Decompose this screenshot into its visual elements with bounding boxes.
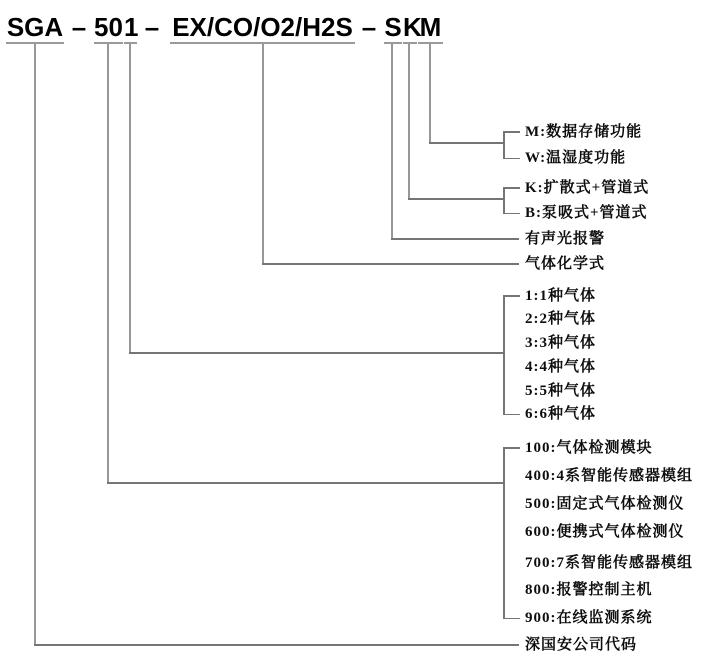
label-sampling-k: K:扩散式+管道式 xyxy=(525,180,650,196)
bracket-sampling xyxy=(503,187,505,214)
label-series-700: 700:7系智能传感器模组 xyxy=(525,555,693,571)
label-feature-w: W:温湿度功能 xyxy=(525,150,627,166)
bracket-sampling-tick-top xyxy=(503,187,520,189)
drop-line-gas-count xyxy=(129,44,131,353)
label-gas-count-5: 5:5种气体 xyxy=(525,383,596,399)
label-series-500: 500:固定式气体检测仪 xyxy=(525,496,685,512)
drop-line-series xyxy=(107,44,109,484)
drop-line-alarm xyxy=(391,44,393,239)
elbow-sampling xyxy=(408,198,504,200)
bracket-series-tick-bottom xyxy=(503,618,520,620)
elbow-alarm xyxy=(391,238,519,240)
bracket-series-tick-top xyxy=(503,447,520,449)
code-segment-company: SGA xyxy=(6,12,64,42)
code-separator: – xyxy=(144,12,160,42)
elbow-gas-count xyxy=(129,352,504,354)
code-segment-sampling: K xyxy=(403,12,422,42)
label-gas-count-1: 1:1种气体 xyxy=(525,288,596,304)
code-segment-alarm: S xyxy=(384,12,402,42)
label-gas-count-2: 2:2种气体 xyxy=(525,311,596,327)
label-gas-formula: 气体化学式 xyxy=(525,256,606,272)
label-feature-m: M:数据存储功能 xyxy=(525,124,643,140)
label-series-600: 600:便携式气体检测仪 xyxy=(525,524,685,540)
elbow-company xyxy=(34,644,519,646)
label-series-400: 400:4系智能传感器模组 xyxy=(525,468,693,484)
drop-line-feature xyxy=(429,44,431,144)
label-series-900: 900:在线监测系统 xyxy=(525,610,653,626)
bracket-gas-count xyxy=(503,295,505,415)
label-series-800: 800:报警控制主机 xyxy=(525,582,653,598)
bracket-series xyxy=(503,447,505,619)
code-segment-series: 50 xyxy=(94,12,123,42)
code-segment-feature: M xyxy=(419,12,442,42)
bracket-sampling-tick-bottom xyxy=(503,213,520,215)
drop-line-company xyxy=(34,44,36,646)
label-company: 深国安公司代码 xyxy=(525,637,638,653)
elbow-series xyxy=(107,482,504,484)
drop-line-gases xyxy=(262,44,264,264)
label-series-100: 100:气体检测模块 xyxy=(525,440,653,456)
code-segment-gases: EX/CO/O2/H2S xyxy=(170,13,355,44)
bracket-gas-count-tick-top xyxy=(503,295,520,297)
bracket-feature xyxy=(503,131,505,159)
label-alarm: 有声光报警 xyxy=(525,231,606,247)
bracket-gas-count-tick-bottom xyxy=(503,414,520,416)
elbow-gases xyxy=(262,263,519,265)
code-separator: – xyxy=(71,12,87,42)
bracket-feature-tick-top xyxy=(503,131,520,133)
bracket-feature-tick-bottom xyxy=(503,158,520,160)
code-segment-gas-count: 1 xyxy=(124,12,139,42)
label-gas-count-4: 4:4种气体 xyxy=(525,359,596,375)
code-separator: – xyxy=(361,12,377,42)
elbow-feature xyxy=(429,142,504,144)
label-sampling-b: B:泵吸式+管道式 xyxy=(525,205,648,221)
label-gas-count-3: 3:3种气体 xyxy=(525,335,596,351)
label-gas-count-6: 6:6种气体 xyxy=(525,406,596,422)
drop-line-sampling xyxy=(408,44,410,200)
